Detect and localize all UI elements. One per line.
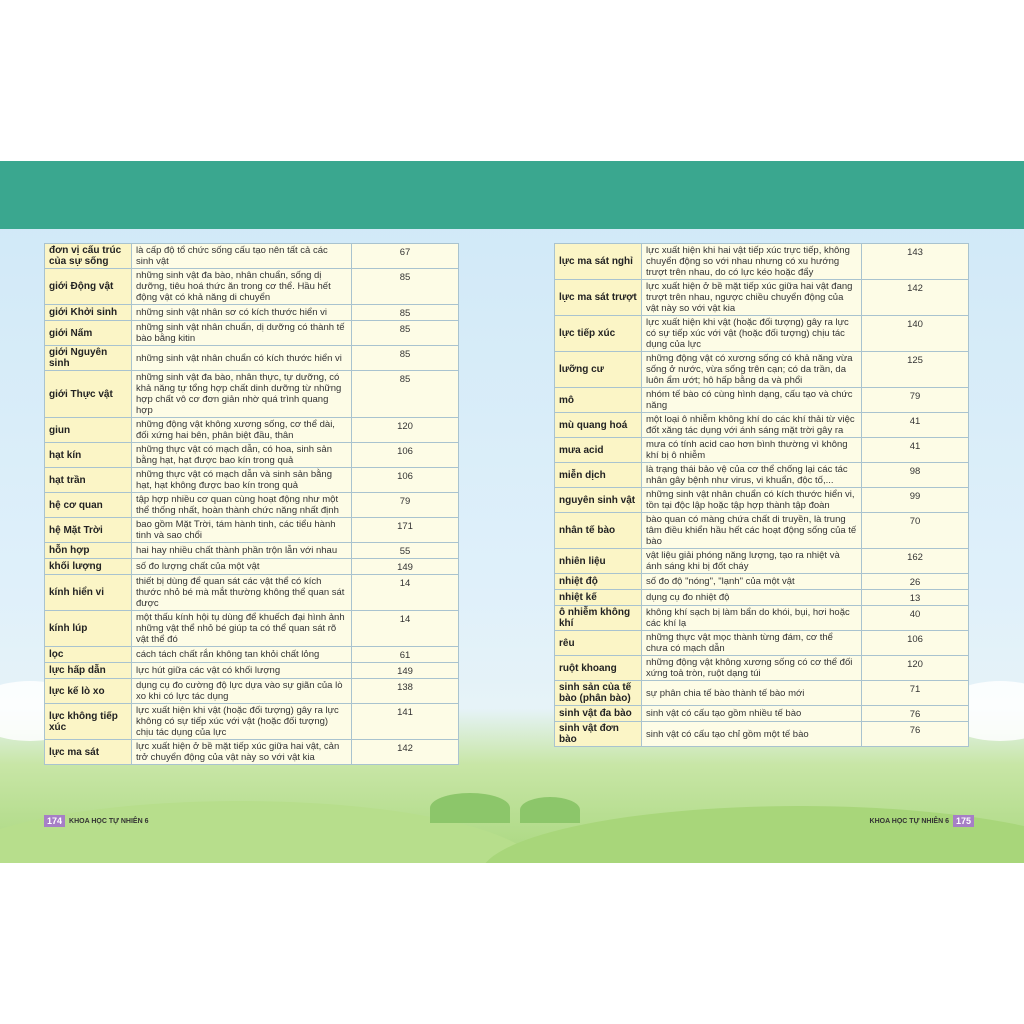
glossary-term: nhiên liệu: [555, 549, 642, 574]
glossary-table-right: [554, 243, 969, 747]
glossary-page-number: 55: [352, 543, 459, 559]
glossary-definition: sự phân chia tế bào thành tế bào mới: [642, 681, 862, 706]
glossary-row: [45, 647, 459, 663]
glossary-term: lực kế lò xo: [45, 679, 132, 704]
glossary-row: [555, 722, 969, 747]
glossary-page-number: 171: [352, 518, 459, 543]
glossary-row: [45, 679, 459, 704]
glossary-definition: lực xuất hiện ở bề mặt tiếp xúc giữa hai vật, cản trở chuyển động của vật này so với vật kia: [132, 740, 352, 765]
glossary-term: sinh vật đơn bào: [555, 722, 642, 747]
glossary-term: giới Nguyên sinh: [45, 346, 132, 371]
glossary-definition: những sinh vật nhân sơ có kích thước hiển vi: [132, 305, 352, 321]
glossary-page-number: 98: [862, 463, 969, 488]
glossary-definition: nhóm tế bào có cùng hình dạng, cấu tạo và chức năng: [642, 388, 862, 413]
glossary-definition: bào quan có màng chứa chất di truyền, là trung tâm điều khiển hầu hết các hoạt động sống của tế bào: [642, 513, 862, 549]
glossary-row: [555, 352, 969, 388]
glossary-page-number: 76: [862, 722, 969, 747]
glossary-term: ô nhiễm không khí: [555, 606, 642, 631]
glossary-term: giới Động vật: [45, 269, 132, 305]
glossary-definition: lực xuất hiện khi hai vật tiếp xúc trực tiếp, không chuyển động so với nhau nhưng có xu hướng trượt trên nhau, do có lực kéo hoặc đẩy: [642, 244, 862, 280]
glossary-page-number: 14: [352, 575, 459, 611]
glossary-page-number: 106: [862, 631, 969, 656]
glossary-term: đơn vị cấu trúc của sự sống: [45, 244, 132, 269]
glossary-definition: những sinh vật nhân chuẩn có kích thước hiển vi: [132, 346, 352, 371]
glossary-definition: những sinh vật nhân chuẩn, dị dưỡng có thành tế bào bằng kitin: [132, 321, 352, 346]
glossary-definition: bao gồm Mặt Trời, tám hành tinh, các tiểu hành tinh và sao chổi: [132, 518, 352, 543]
footer-right: [866, 814, 974, 828]
glossary-definition: những thực vật có mạch dẫn, có hoa, sinh sản bằng hạt, hạt được bao kín trong quả: [132, 443, 352, 468]
glossary-row: [555, 706, 969, 722]
glossary-term: giới Thực vật: [45, 371, 132, 418]
glossary-definition: hai hay nhiều chất thành phần trộn lẫn với nhau: [132, 543, 352, 559]
glossary-row: [45, 468, 459, 493]
glossary-row: [555, 549, 969, 574]
glossary-table-left: [44, 243, 459, 765]
glossary-row: [45, 371, 459, 418]
glossary-definition: những động vật không xương sống, cơ thể dài, đối xứng hai bên, phân biệt đầu, thân: [132, 418, 352, 443]
glossary-term: lực không tiếp xúc: [45, 704, 132, 740]
glossary-row: [45, 493, 459, 518]
glossary-page-number: 61: [352, 647, 459, 663]
glossary-definition: vật liệu giải phóng năng lượng, tạo ra nhiệt và ánh sáng khi bị đốt cháy: [642, 549, 862, 574]
glossary-definition: là cấp độ tổ chức sống cấu tạo nên tất cả các sinh vật: [132, 244, 352, 269]
glossary-page-number: 125: [862, 352, 969, 388]
glossary-term: mưa acid: [555, 438, 642, 463]
glossary-term: miễn dịch: [555, 463, 642, 488]
glossary-row: [45, 740, 459, 765]
glossary-term: khối lượng: [45, 559, 132, 575]
glossary-row: [45, 704, 459, 740]
glossary-definition: sinh vật có cấu tạo chỉ gồm một tế bào: [642, 722, 862, 747]
glossary-row: [45, 321, 459, 346]
bush-decoration: [520, 797, 580, 823]
glossary-row: [555, 463, 969, 488]
header-banner: [0, 161, 1024, 229]
glossary-page-number: 85: [352, 371, 459, 418]
book-spread: [0, 161, 1024, 863]
glossary-row: [45, 418, 459, 443]
glossary-definition: lực hút giữa các vật có khối lượng: [132, 663, 352, 679]
glossary-term: hỗn hợp: [45, 543, 132, 559]
glossary-term: hệ Mặt Trời: [45, 518, 132, 543]
glossary-definition: dụng cụ đo nhiệt độ: [642, 590, 862, 606]
glossary-row: [555, 631, 969, 656]
book-title-right: KHOA HỌC TỰ NHIÊN 6: [869, 817, 949, 825]
glossary-term: giới Nấm: [45, 321, 132, 346]
glossary-page-number: 143: [862, 244, 969, 280]
glossary-row: [555, 244, 969, 280]
glossary-definition: những thực vật có mạch dẫn và sinh sản bằng hạt, hạt không được bao kín trong quả: [132, 468, 352, 493]
glossary-row: [555, 681, 969, 706]
glossary-page-number: 79: [352, 493, 459, 518]
glossary-page-number: 40: [862, 606, 969, 631]
glossary-page-number: 67: [352, 244, 459, 269]
glossary-definition: lực xuất hiện khi vật (hoặc đối tượng) gây ra lực không có sự tiếp xúc với vật (hoặc đối tượng) chịu tác dụng của lực: [132, 704, 352, 740]
glossary-definition: là trạng thái bảo vệ của cơ thể chống lại các tác nhân gây bệnh như virus, vi khuẩn, độc tố,...: [642, 463, 862, 488]
glossary-term: lực ma sát: [45, 740, 132, 765]
glossary-definition: những sinh vật đa bào, nhân chuẩn, sống dị dưỡng, tiêu hoá thức ăn trong cơ thể. Hầu hết động vật có khả năng di chuyển: [132, 269, 352, 305]
glossary-page-number: 140: [862, 316, 969, 352]
glossary-row: [555, 513, 969, 549]
glossary-page-number: 99: [862, 488, 969, 513]
glossary-page-number: 85: [352, 346, 459, 371]
glossary-page-number: 138: [352, 679, 459, 704]
glossary-row: [45, 518, 459, 543]
glossary-page-number: 41: [862, 438, 969, 463]
glossary-row: [555, 590, 969, 606]
glossary-definition: những sinh vật đa bào, nhân thực, tự dưỡng, có khả năng tự tổng hợp chất dinh dưỡng từ những hợp chất vô cơ đơn giản nhờ quá trình quang hợp: [132, 371, 352, 418]
glossary-definition: tập hợp nhiều cơ quan cùng hoạt động như một thể thống nhất, hoàn thành chức năng nhất định: [132, 493, 352, 518]
glossary-row: [45, 269, 459, 305]
glossary-definition: sinh vật có cấu tạo gồm nhiều tế bào: [642, 706, 862, 722]
glossary-row: [555, 413, 969, 438]
glossary-term: giới Khởi sinh: [45, 305, 132, 321]
glossary-row: [555, 606, 969, 631]
glossary-page-number: 120: [352, 418, 459, 443]
glossary-row: [45, 611, 459, 647]
glossary-term: kính hiển vi: [45, 575, 132, 611]
glossary-definition: thiết bị dùng để quan sát các vật thể có kích thước nhỏ bé mà mắt thường không thể quan sát được: [132, 575, 352, 611]
glossary-definition: lực xuất hiện khi vật (hoặc đối tượng) gây ra lực có sự tiếp xúc với vật (hoặc đối tượng) chịu tác dụng của lực: [642, 316, 862, 352]
glossary-page-number: 26: [862, 574, 969, 590]
glossary-term: lực tiếp xúc: [555, 316, 642, 352]
glossary-term: mô: [555, 388, 642, 413]
glossary-definition: mưa có tính acid cao hơn bình thường vì không khí bị ô nhiễm: [642, 438, 862, 463]
glossary-page-number: 149: [352, 663, 459, 679]
glossary-term: ruột khoang: [555, 656, 642, 681]
glossary-page-number: 106: [352, 468, 459, 493]
glossary-page-number: 71: [862, 681, 969, 706]
glossary-term: sinh vật đa bào: [555, 706, 642, 722]
glossary-definition: những thực vật mọc thành từng đám, cơ thể chưa có mạch dẫn: [642, 631, 862, 656]
glossary-page-number: 162: [862, 549, 969, 574]
glossary-page-number: 142: [862, 280, 969, 316]
glossary-term: mù quang hoá: [555, 413, 642, 438]
glossary-row: [45, 663, 459, 679]
glossary-definition: dụng cụ đo cường độ lực dựa vào sự giãn của lò xo khi có lực tác dụng: [132, 679, 352, 704]
glossary-term: lực hấp dẫn: [45, 663, 132, 679]
glossary-page-number: 141: [352, 704, 459, 740]
glossary-row: [45, 305, 459, 321]
glossary-page-number: 85: [352, 305, 459, 321]
glossary-term: lưỡng cư: [555, 352, 642, 388]
glossary-page-number: 76: [862, 706, 969, 722]
glossary-row: [555, 316, 969, 352]
glossary-term: kính lúp: [45, 611, 132, 647]
glossary-row: [555, 656, 969, 681]
glossary-row: [45, 575, 459, 611]
glossary-page-number: 13: [862, 590, 969, 606]
glossary-term: lực ma sát nghỉ: [555, 244, 642, 280]
glossary-term: lọc: [45, 647, 132, 663]
glossary-term: hạt trần: [45, 468, 132, 493]
glossary-term: nguyên sinh vật: [555, 488, 642, 513]
glossary-row: [45, 346, 459, 371]
glossary-row: [555, 280, 969, 316]
glossary-definition: một loại ô nhiễm không khí do các khí thải từ việc đốt xăng tác dụng với ánh sáng mặt trời gây ra: [642, 413, 862, 438]
glossary-definition: cách tách chất rắn không tan khỏi chất lỏng: [132, 647, 352, 663]
glossary-definition: một thấu kính hội tụ dùng để khuếch đại hình ảnh những vật thể nhỏ bé giúp ta có thể quan sát rõ vật thể đó: [132, 611, 352, 647]
glossary-term: nhân tế bào: [555, 513, 642, 549]
glossary-row: [45, 543, 459, 559]
footer-left: [44, 814, 152, 828]
glossary-definition: những động vật không xương sống có cơ thể đối xứng toả tròn, ruột dạng túi: [642, 656, 862, 681]
glossary-term: sinh sản của tế bào (phân bào): [555, 681, 642, 706]
glossary-page-number: 70: [862, 513, 969, 549]
page-number-right: 175: [953, 815, 974, 827]
glossary-term: giun: [45, 418, 132, 443]
glossary-term: hệ cơ quan: [45, 493, 132, 518]
book-title-left: KHOA HỌC TỰ NHIÊN 6: [69, 817, 149, 825]
glossary-definition: lực xuất hiện ở bề mặt tiếp xúc giữa hai vật đang trượt trên nhau, ngược chiều chuyển động của vật này so với vật kia: [642, 280, 862, 316]
glossary-term: lực ma sát trượt: [555, 280, 642, 316]
glossary-row: [45, 443, 459, 468]
glossary-definition: không khí sạch bị làm bẩn do khói, bụi, hơi hoặc các khí lạ: [642, 606, 862, 631]
glossary-row: [555, 438, 969, 463]
glossary-page-number: 106: [352, 443, 459, 468]
glossary-page-number: 142: [352, 740, 459, 765]
glossary-page-number: 41: [862, 413, 969, 438]
glossary-row: [45, 244, 459, 269]
glossary-row: [555, 574, 969, 590]
glossary-row: [555, 488, 969, 513]
glossary-page-number: 14: [352, 611, 459, 647]
glossary-page-number: 85: [352, 321, 459, 346]
glossary-page-number: 120: [862, 656, 969, 681]
glossary-term: hạt kín: [45, 443, 132, 468]
glossary-page-number: 85: [352, 269, 459, 305]
glossary-page-number: 149: [352, 559, 459, 575]
glossary-term: nhiệt kế: [555, 590, 642, 606]
glossary-page-number: 79: [862, 388, 969, 413]
glossary-row: [555, 388, 969, 413]
glossary-definition: số đo độ "nóng", "lạnh" của một vật: [642, 574, 862, 590]
glossary-definition: số đo lượng chất của một vật: [132, 559, 352, 575]
glossary-definition: những động vật có xương sống có khả năng vừa sống ở nước, vừa sống trên cạn; có da trần, da luôn ẩm ướt; hô hấp bằng da và phổi: [642, 352, 862, 388]
glossary-term: nhiệt độ: [555, 574, 642, 590]
glossary-row: [45, 559, 459, 575]
bush-decoration: [430, 793, 510, 823]
glossary-term: rêu: [555, 631, 642, 656]
page-number-left: 174: [44, 815, 65, 827]
glossary-definition: những sinh vật nhân chuẩn có kích thước hiển vi, tồn tại độc lập hoặc tập hợp thành tập đoàn: [642, 488, 862, 513]
